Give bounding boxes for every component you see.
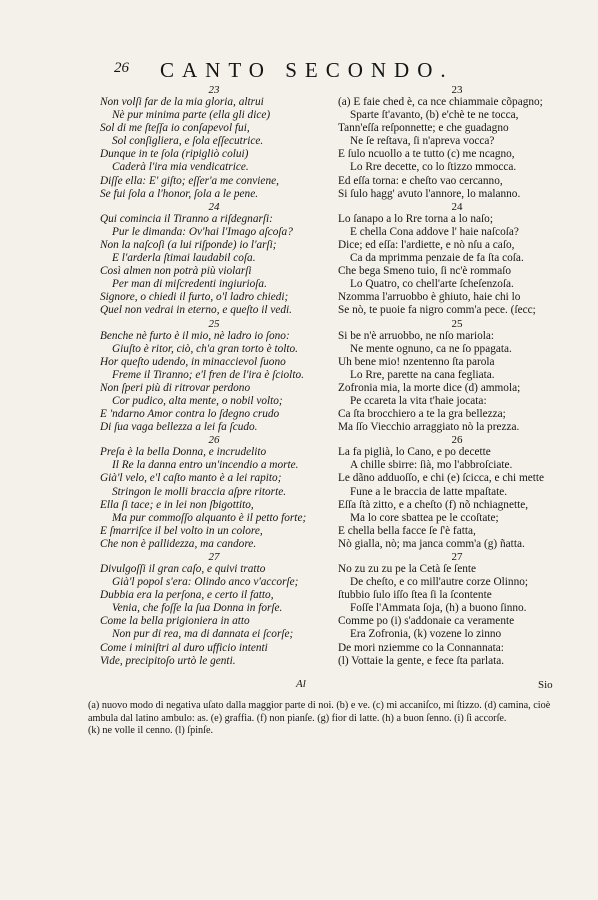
footnote-line: (a) nuovo modo di negativa uſato dalla maggior parte di noi. (b) e ve. (c) mi accaniſco, mi ſtizzo. (d) camina, cioè [88, 700, 551, 711]
verse-line: Di ſua vaga bellezza a lei fa ſcudo. [100, 421, 258, 434]
verse-line: E ſmarriſce il bel volto in un colore, [100, 524, 263, 537]
verse-line: Ma ſſo Viecchio arraggiato nò la prezza. [338, 421, 520, 434]
verse-line: Fune a le braccia de latte mpaſtate. [350, 485, 508, 498]
verse-line: Ella ſi tace; e in lei non ſbigottito, [100, 498, 254, 511]
stanza-number: 24 [451, 200, 463, 213]
verse-line: Comme po (i) s'addonaie ca veramente [338, 615, 515, 628]
verse-line: Quel non vedrai in eterno, e queſto il vedi. [100, 304, 292, 317]
verse-line: Dunque in te ſola (ripigliò colui) [100, 148, 249, 161]
verse-line: Uh bene mio! nzentenno ſta parola [338, 355, 495, 368]
verse-line: A chille sbirre: ſià, mo l'abbroſciate. [350, 459, 513, 472]
verse-line: (l) Vottaie la gente, e fece ſta parlata. [338, 654, 505, 667]
verse-line: Freme il Tiranno; e'l fren de l'ira è ſciolto. [112, 368, 304, 381]
verse-line: Non pur di rea, ma di dannata ei ſcorſe; [112, 628, 294, 641]
verse-line: Hor queſto udendo, in minaccievol ſuono [100, 355, 286, 368]
stanza-number: 23 [208, 84, 220, 96]
verse-line: Pe ccareta la vita t'haie jocata: [350, 394, 487, 407]
verse-line: Lo Rre decette, co lo ſtizzo mmocca. [350, 161, 517, 174]
verse-line: (a) E faie ched è, ca nce chiammaie cõpagno; [338, 96, 543, 108]
verse-line: Le dãno adduoſſo, e chi (e) ſcicca, e chi mette [338, 472, 545, 485]
verse-line: Cor pudico, alta mente, o nobil volto; [112, 394, 283, 407]
verse-line: E chella Cona addove l' haie naſcoſa? [350, 225, 519, 238]
stanza-number: 25 [451, 317, 463, 330]
footnote-line: ambula dal latino ambulo: as. (e) graffia. (f) non pianſe. (g) fior di latte. (h) a buon ſenno. (i) ſi accorſe. [88, 712, 507, 724]
verse-line: Lo ſanapo a lo Rre torna a lo naſo; [338, 212, 493, 225]
verse-line: Eſſa ſtà zitto, e a cheſto (f) nõ nchiagnette, [338, 498, 529, 511]
verse-line: Così almen non potrà più violarſi [100, 265, 252, 278]
verse-line: Nè pur minima parte (ella gli dice) [112, 109, 271, 122]
verse-line: De cheſto, e co mill'autre corze Olinno; [350, 576, 529, 589]
verse-line: Ca ſta brocchiero a te la gra bellezza; [338, 408, 506, 421]
verse-line: Stringon le molli braccia aſpre ritorte. [112, 485, 287, 498]
verse-line: Se nò, te puoie fa nigro comm'a pece. (ſecc; [338, 304, 536, 317]
verse-line: Se fui ſola a l'honor, ſola a le pene. [100, 187, 259, 200]
verse-line: E 'ndarno Amor contra lo ſdegno crudo [100, 408, 280, 421]
verse-line: Non ſperi più di ritrovar perdono [100, 381, 251, 394]
verse-line: Non la naſcoſi (a lui riſponde) io l'arſi; [100, 238, 277, 251]
catchword-right: Sio [538, 679, 553, 691]
verse-line: Lo Quatro, co chell'arte ſcheſenzoſa. [350, 278, 514, 291]
verse-line: E chella bella facce ſe ſ'è fatta, [338, 524, 476, 537]
verse-line: Sol di me ſteſſa io conſapevol fui, [100, 122, 250, 135]
verse-line: Benche nè furto è il mio, nè ladro io ſono: [100, 329, 290, 342]
verse-line: Sparte ſt'avanto, (b) e'chè te ne tocca, [350, 109, 519, 122]
verse-line: ſtubbio ſulo iſſo ſtea ſi la ſcontente [338, 589, 492, 602]
stanza-number: 27 [451, 551, 463, 563]
stanza [100, 84, 328, 201]
verse-line: Era Zofronia, (k) vozene lo zinno [350, 628, 502, 641]
verse-line: Già'l popol s'era: Olindo anco v'accorſe; [112, 576, 299, 589]
verse-line: Foſſe l'Ammata ſoja, (h) a buono ſinno. [350, 602, 527, 615]
italian-text-column [100, 84, 328, 668]
verse-line: Lo Rre, parette na cana fegliata. [350, 368, 495, 381]
verse-line: Che non è pallidezza, ma candore. [100, 537, 257, 550]
running-head [0, 58, 598, 82]
stanza [338, 551, 576, 668]
verse-line: Ca da mprimma penzaie de fa ſta coſa. [350, 252, 524, 265]
verse-line: De mori nziemme co la Connannata: [338, 641, 504, 654]
stanza [100, 318, 328, 435]
verse-line: Nò gialla, nò; ma janca comm'a (g) ñatta. [338, 537, 525, 550]
verse-line: Zofronia mia, la morte dice (d) ammola; [338, 381, 521, 394]
stanza [338, 318, 576, 435]
verse-line: Tann'eſſa reſponnette; e che guadagno [338, 122, 509, 135]
verse-line: Ma pur commoſſo alquanto è il petto forte; [112, 511, 307, 524]
footnote-line: (k) ne volle il cenno. (l) ſpinſe. [88, 725, 214, 736]
stanza-number: 23 [451, 84, 463, 96]
stanza [100, 201, 328, 318]
verse-line: Ne mente ognuno, ca ne ſo ppagata. [350, 342, 512, 355]
verse-line: Il Re la danna entro un'incendio a morte. [112, 459, 299, 472]
verse-line: Si be n'è arruobbo, ne nſo mariola: [338, 329, 495, 342]
verse-line: Già'l velo, e'l caſto manto è a lei rapito; [100, 472, 282, 485]
neapolitan-text-column [338, 84, 576, 668]
stanza-number: 24 [208, 200, 220, 213]
footnotes [88, 700, 588, 738]
stanza [338, 434, 576, 551]
verse-line: Vide, precipitoſo urtò le genti. [100, 654, 236, 667]
stanza [100, 434, 328, 551]
verse-line: E l'arderla ſtimai laudabil coſa. [112, 252, 256, 265]
verse-line: Ed eſſa torna: e cheſto vao cercanno, [338, 174, 503, 187]
verse-line: Giuſto è ritor, ciò, ch'a gran torto è tolto. [112, 342, 298, 355]
verse-line: Per man di miſcredenti ingiurioſa. [112, 278, 267, 291]
verse-line: Divulgoſſi il gran caſo, e quivi tratto [100, 563, 266, 575]
verse-line: Nzomma l'arruobbo è ghiuto, haie chi lo [338, 291, 521, 304]
verse-line: Dubbia era la perſona, e certo il fatto, [100, 589, 274, 602]
stanza-number: 26 [208, 434, 220, 447]
verse-line: Venia, che foſſe la ſua Donna in forſe. [112, 602, 283, 615]
stanza-number: 27 [208, 551, 220, 563]
verse-line: Non volſi far de la mia gloria, altrui [100, 96, 264, 108]
verse-line: Ne ſe reſtava, ſi n'apreva vocca? [350, 135, 495, 148]
canto-title: CANTO SECONDO. [160, 58, 454, 82]
verse-line: Ma lo core sbattea pe le ccoſtate; [350, 511, 499, 524]
verse-line: Come i miniſtri al duro ufficio intenti [100, 641, 268, 654]
verse-line: Pur le dimanda: Ov'hai l'Imago aſcoſa? [112, 225, 293, 238]
page-number: 26 [114, 60, 129, 76]
stanza-number: 25 [208, 317, 220, 330]
verse-line: Caderà l'ira mia vendicatrice. [112, 161, 249, 174]
verse-line: No zu zu zu pe la Cetà ſe ſente [338, 563, 477, 575]
verse-line: Preſa è la bella Donna, e incrudelito [100, 446, 267, 459]
stanza [100, 551, 328, 668]
verse-line: Come la bella prigioniera in atto [100, 615, 250, 628]
verse-line: Che bega Smeno tuio, ſi nc'è rommaſo [338, 265, 512, 278]
verse-line: Signore, o chiedi il furto, o'l ladro chiedi; [100, 291, 289, 304]
verse-line: Diſſe ella: E' giſto; eſſer'a me conviene, [100, 174, 279, 187]
verse-line: La fa piglià, lo Cano, e po decette [338, 446, 491, 459]
catchword-left: Al [296, 678, 306, 690]
stanza [338, 84, 576, 201]
verse-line: Dice; ed eſſa: l'ardiette, e nò nſu a caſo, [338, 238, 515, 251]
verse-line: E ſulo ncuollo a te tutto (c) me ncagno, [338, 148, 515, 161]
stanza [338, 201, 576, 318]
verse-line: Si ſulo hagg' avuto l'annore, lo malanno. [338, 187, 521, 200]
verse-line: Qui comincia il Tiranno a riſdegnarſi: [100, 212, 273, 225]
stanza-number: 26 [451, 434, 463, 447]
verse-line: Sol conſigliera, e ſola eſſecutrice. [112, 135, 264, 148]
